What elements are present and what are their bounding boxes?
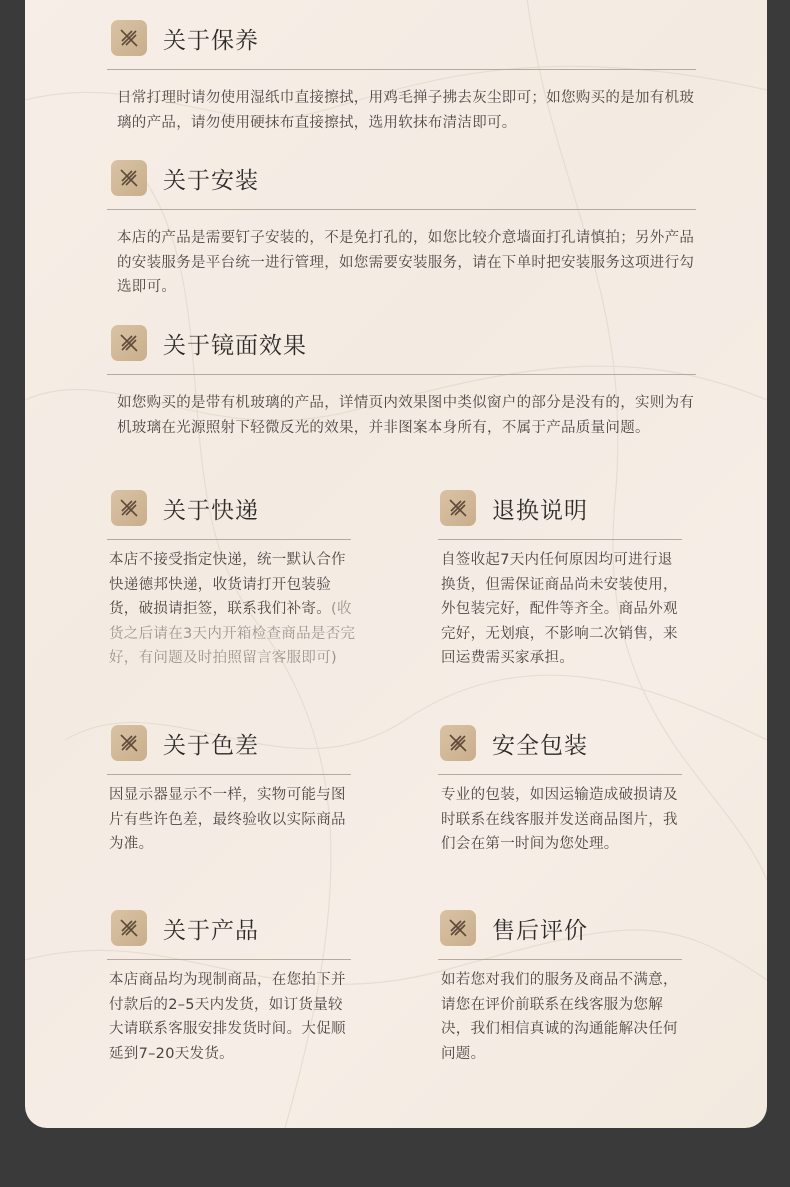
section-text: 本店商品均为现制商品，在您拍下并付款后的2–5天内发货，如订货量较大请联系客服安排发货时间。大促顺延到7–20天发货。 bbox=[109, 972, 346, 1062]
section-title: 关于色差 bbox=[163, 733, 259, 759]
pencil-ruler-icon bbox=[111, 160, 147, 196]
section-header bbox=[440, 910, 685, 950]
section-text: 如若您对我们的服务及商品不满意，请您在评价前联系在线客服为您解决，我们相信真诚的沟通能解决任何问题。 bbox=[441, 972, 678, 1062]
section-title: 关于产品 bbox=[163, 918, 259, 944]
delivery-text: 本店不接受指定快递，统一默认合作快递德邦快递，收货请打开包装验货，破损请拒签，联系我们补寄。 bbox=[109, 552, 346, 617]
section-header bbox=[111, 160, 696, 200]
divider bbox=[107, 959, 351, 960]
section-header bbox=[440, 725, 685, 765]
section-header bbox=[111, 725, 356, 765]
section-color bbox=[109, 725, 356, 852]
section-return bbox=[440, 490, 685, 666]
section-header bbox=[111, 910, 356, 950]
pencil-ruler-icon bbox=[111, 725, 147, 761]
section-title: 售后评价 bbox=[492, 918, 588, 944]
section-text: 日常打理时请勿使用湿纸巾直接擦拭，用鸡毛掸子拂去灰尘即可；如您购买的是加有机玻璃的产品，请勿使用硬抹布直接擦拭，选用软抹布清洁即可。 bbox=[117, 90, 695, 131]
divider bbox=[438, 774, 682, 775]
section-mirror bbox=[111, 325, 696, 436]
delivery-note: (收货之后请在3天内开箱检查商品是否完好，有问题及时拍照留言客服即可) bbox=[109, 601, 356, 666]
section-aftersale bbox=[440, 910, 685, 1062]
pencil-ruler-icon bbox=[111, 325, 147, 361]
section-text bbox=[109, 548, 357, 671]
section-text: 自签收起7天内任何原因均可进行退换货，但需保证商品尚未安装使用，外包装完好，配件等齐全。商品外观完好，无划痕，不影响二次销售，来回运费需买家承担。 bbox=[441, 552, 678, 666]
divider bbox=[107, 209, 696, 210]
divider bbox=[107, 69, 696, 70]
section-title: 关于快递 bbox=[163, 498, 259, 524]
section-text: 如您购买的是带有机玻璃的产品，详情页内效果图中类似窗户的部分是没有的，实则为有机玻璃在光源照射下轻微反光的效果，并非图案本身所有，不属于产品质量问题。 bbox=[117, 395, 695, 436]
pencil-ruler-icon bbox=[440, 910, 476, 946]
section-product bbox=[109, 910, 356, 1062]
divider bbox=[107, 539, 351, 540]
section-header bbox=[111, 325, 696, 365]
section-delivery bbox=[109, 490, 356, 666]
section-packing bbox=[440, 725, 685, 852]
section-care bbox=[111, 20, 696, 131]
divider bbox=[438, 959, 682, 960]
pencil-ruler-icon bbox=[440, 725, 476, 761]
pencil-ruler-icon bbox=[111, 490, 147, 526]
section-text: 因显示器显示不一样，实物可能与图片有些许色差，最终验收以实际商品为准。 bbox=[109, 787, 346, 852]
info-card bbox=[25, 0, 767, 1128]
section-text: 本店的产品是需要钉子安装的，不是免打孔的，如您比较介意墙面打孔请慎拍；另外产品的安装服务是平台统一进行管理，如您需要安装服务，请在下单时把安装服务这项进行勾选即可。 bbox=[117, 230, 695, 295]
pencil-ruler-icon bbox=[440, 490, 476, 526]
pencil-ruler-icon bbox=[111, 20, 147, 56]
section-title: 关于保养 bbox=[163, 28, 259, 54]
section-title: 安全包装 bbox=[492, 733, 588, 759]
pencil-ruler-icon bbox=[111, 910, 147, 946]
section-header bbox=[111, 490, 356, 530]
section-header bbox=[440, 490, 685, 530]
divider bbox=[107, 774, 351, 775]
section-header bbox=[111, 20, 696, 60]
section-title: 退换说明 bbox=[492, 498, 588, 524]
section-install bbox=[111, 160, 696, 295]
divider bbox=[438, 539, 682, 540]
section-title: 关于镜面效果 bbox=[163, 333, 307, 359]
section-title: 关于安装 bbox=[163, 168, 259, 194]
section-text: 专业的包装，如因运输造成破损请及时联系在线客服并发送商品图片，我们会在第一时间为您处理。 bbox=[441, 787, 678, 852]
divider bbox=[107, 374, 696, 375]
